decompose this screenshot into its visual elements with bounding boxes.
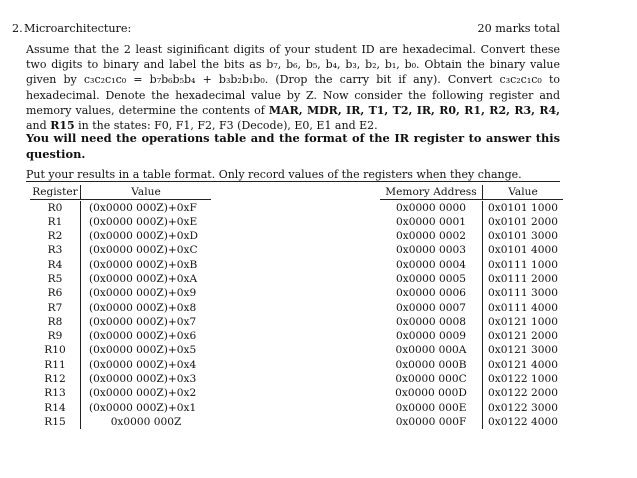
memory-row	[380, 272, 563, 286]
register-name: R4	[30, 258, 81, 272]
register-name: R3	[30, 243, 81, 257]
register-row	[30, 343, 211, 357]
memory-value: 0x0101 4000	[487, 244, 558, 257]
register-row	[30, 415, 211, 429]
register-value: (0x0000 000Z)+0xF	[89, 201, 197, 214]
question-number: 2.	[12, 22, 23, 35]
instructions-text: Assume that the 2 least siginificant digits of your student ID are hexadecimal. Convert these two digits to binary and label the bits as b₇, b₆, b₅, b₄, b₃, b₂, b₁, b₀. Obtain the binary value given by c₃c₂c₁c₀ = b₇b₆b₅b₄ + b₃b₂b₁b₀. (Drop the carry bit if any). Convert c₃c₂c₁c₀ to hexadecimal. Denote the hexadecimal value by Z. Now consider the following register and memory values, determine the contents of	[26, 43, 560, 117]
memory-row	[380, 229, 563, 243]
register-value: (0x0000 000Z)+0xA	[89, 272, 198, 285]
register-value: (0x0000 000Z)+0x5	[89, 344, 197, 357]
register-table	[30, 185, 211, 429]
register-value: (0x0000 000Z)+0x7	[89, 315, 197, 328]
register-name: R11	[30, 358, 81, 372]
memory-value: 0x0122 3000	[487, 401, 558, 414]
memory-row	[380, 215, 563, 229]
register-value: (0x0000 000Z)+0x9	[89, 287, 197, 300]
memory-address-header: Memory Address	[380, 185, 483, 199]
memory-address: 0x0000 0004	[380, 258, 483, 272]
memory-value: 0x0101 3000	[487, 230, 558, 243]
register-row	[30, 329, 211, 343]
memory-row	[380, 258, 563, 272]
states-text: in the states: F0, F1, F2, F3 (Decode), E0, E1 and E2.	[74, 119, 378, 133]
register-name: R12	[30, 372, 81, 386]
memory-address: 0x0000 0008	[380, 315, 483, 329]
memory-address: 0x0000 0009	[380, 329, 483, 343]
register-row	[30, 372, 211, 386]
register-row	[30, 386, 211, 400]
memory-table-header	[380, 185, 563, 200]
memory-address: 0x0000 0001	[380, 215, 483, 229]
format-note: Put your results in a table format. Only record values of the registers when they change.	[26, 168, 522, 181]
format-note-underline	[26, 181, 560, 182]
register-header: Register	[30, 185, 81, 199]
register-row	[30, 243, 211, 257]
memory-value-header: Value	[508, 186, 538, 198]
value-header: Value	[131, 186, 161, 198]
register-row	[30, 258, 211, 272]
memory-row	[380, 415, 563, 429]
memory-value: 0x0111 3000	[487, 287, 558, 300]
register-value: (0x0000 000Z)+0x3	[89, 373, 197, 386]
registers-list: MAR, MDR, IR, T1, T2, IR, R0, R1, R2, R3, R4,	[268, 103, 560, 117]
memory-row	[380, 301, 563, 315]
register-value: (0x0000 000Z)+0x1	[89, 401, 197, 414]
register-value: (0x0000 000Z)+0x2	[89, 387, 197, 400]
register-row	[30, 272, 211, 286]
memory-value: 0x0122 1000	[487, 373, 558, 386]
memory-row	[380, 286, 563, 300]
register-name: R9	[30, 329, 81, 343]
memory-value: 0x0122 2000	[487, 387, 558, 400]
memory-address: 0x0000 0005	[380, 272, 483, 286]
memory-address: 0x0000 000C	[380, 372, 483, 386]
memory-address: 0x0000 0006	[380, 286, 483, 300]
memory-value: 0x0122 4000	[487, 415, 558, 428]
memory-address: 0x0000 000A	[380, 343, 483, 357]
memory-address: 0x0000 0002	[380, 229, 483, 243]
memory-address: 0x0000 000E	[380, 401, 483, 415]
register-value: (0x0000 000Z)+0xE	[89, 215, 198, 228]
instructions-paragraph	[26, 42, 560, 133]
register-name: R0	[30, 201, 81, 215]
register-value: (0x0000 000Z)+0x4	[89, 358, 197, 371]
memory-address: 0x0000 0000	[380, 201, 483, 215]
register-row	[30, 315, 211, 329]
requirement-note: You will need the operations table and the format of the IR register to answer this question.	[26, 131, 560, 161]
memory-row	[380, 386, 563, 400]
register-value: (0x0000 000Z)+0xC	[89, 244, 198, 257]
memory-row	[380, 372, 563, 386]
memory-address: 0x0000 0007	[380, 301, 483, 315]
memory-row	[380, 401, 563, 415]
memory-address: 0x0000 000B	[380, 358, 483, 372]
memory-value: 0x0101 1000	[487, 201, 558, 214]
memory-row	[380, 358, 563, 372]
register-name: R2	[30, 229, 81, 243]
register-name: R6	[30, 286, 81, 300]
register-name: R15	[30, 415, 81, 429]
register-name: R7	[30, 301, 81, 315]
register-row	[30, 201, 211, 215]
memory-value: 0x0111 2000	[487, 272, 558, 285]
register-name: R14	[30, 401, 81, 415]
memory-address: 0x0000 000F	[380, 415, 483, 429]
register-row	[30, 215, 211, 229]
register-row	[30, 229, 211, 243]
register-row	[30, 358, 211, 372]
register-name: R1	[30, 215, 81, 229]
memory-value: 0x0111 4000	[487, 301, 558, 314]
register-row	[30, 301, 211, 315]
memory-value: 0x0101 2000	[487, 215, 558, 228]
memory-row	[380, 343, 563, 357]
register-value: (0x0000 000Z)+0xB	[89, 258, 198, 271]
memory-address: 0x0000 000D	[380, 386, 483, 400]
and-word: and	[26, 119, 51, 133]
register-value: (0x0000 000Z)+0xD	[89, 230, 198, 243]
register-value: (0x0000 000Z)+0x6	[89, 330, 197, 343]
memory-value: 0x0121 4000	[487, 358, 558, 371]
register-table-header	[30, 185, 211, 200]
register-row	[30, 401, 211, 415]
memory-address: 0x0000 0003	[380, 243, 483, 257]
memory-value: 0x0121 1000	[487, 315, 558, 328]
register-value: 0x0000 000Z	[110, 415, 182, 428]
memory-row	[380, 201, 563, 215]
memory-table	[380, 185, 563, 429]
memory-value: 0x0121 3000	[487, 344, 558, 357]
register-name: R8	[30, 315, 81, 329]
register-row	[30, 286, 211, 300]
question-marks: 20 marks total	[477, 22, 560, 35]
r15-label: R15	[50, 119, 75, 133]
memory-value: 0x0111 1000	[487, 258, 558, 271]
register-value: (0x0000 000Z)+0x8	[89, 301, 197, 314]
memory-row	[380, 315, 563, 329]
memory-row	[380, 329, 563, 343]
memory-row	[380, 243, 563, 257]
register-name: R10	[30, 343, 81, 357]
register-name: R5	[30, 272, 81, 286]
memory-value: 0x0121 2000	[487, 330, 558, 343]
register-name: R13	[30, 386, 81, 400]
question-title: Microarchitecture:	[24, 22, 132, 35]
